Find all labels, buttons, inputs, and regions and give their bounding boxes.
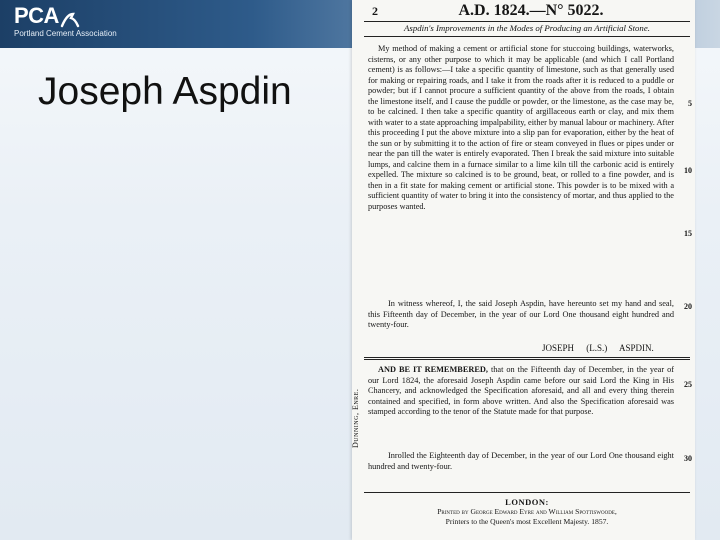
line-number: 10 — [684, 166, 692, 175]
colophon — [364, 497, 690, 527]
be-it-remembered-text: that on the Fifteenth day of December, in the year of our Lord 1824, the aforesaid Joseph Aspdin came before our said Lord the King in His Chancery, and acknowledged the Specification aforesaid, and all and every thing therein contained and specified, in form above written. And also the Specification aforesaid was stamped according to the tenor of the Statute made for that purpose. — [368, 365, 675, 416]
line-number: 25 — [684, 380, 692, 389]
line-number: 30 — [684, 454, 692, 463]
pca-logo — [14, 4, 117, 39]
colophon-rule — [364, 492, 690, 493]
patent-document — [352, 0, 695, 540]
colophon-printed-by: Printed by George Edward Eyre and William Spottiswoode, — [437, 507, 617, 516]
colophon-city: LONDON: — [505, 497, 549, 507]
line-number: 15 — [684, 229, 692, 238]
title-rule — [364, 21, 690, 22]
section-divider — [364, 357, 690, 360]
swoosh-icon — [61, 10, 79, 28]
be-it-remembered-lead: AND BE IT REMEMBERED, — [378, 365, 488, 374]
be-it-remembered-paragraph — [368, 365, 674, 418]
line-number: 20 — [684, 302, 692, 311]
document-header — [372, 4, 690, 20]
document-title: A.D. 1824.—N° 5022. — [458, 2, 604, 19]
signature-last-name: ASPDIN. — [619, 343, 654, 353]
signature — [542, 343, 664, 353]
document-subtitle: Aspdin's Improvements in the Modes of Producing an Artificial Stone. — [404, 23, 650, 33]
line-number: 5 — [688, 99, 692, 108]
inrolled-paragraph: Inrolled the Eighteenth day of December, in the year of our Lord One thousand eight hundred and twenty-four. — [368, 451, 674, 471]
colophon-printers-to: Printers to the Queen's most Excellent Majesty. 1857. — [445, 517, 609, 526]
signature-seal: (L.S.) — [586, 343, 608, 353]
subtitle-rule — [364, 36, 690, 37]
page-number: 2 — [372, 4, 378, 18]
logo-text: PCA — [14, 3, 59, 28]
logo-subtitle: Portland Cement Association — [14, 29, 117, 38]
witness-paragraph: In witness whereof, I, the said Joseph Aspdin, have hereunto set my hand and seal, this Fifteenth day of December, in the year of our Lord One thousand eight hundred and twenty-four. — [368, 299, 674, 329]
side-printer-label: Dunning, Enre. — [351, 388, 360, 448]
signature-first-name: JOSEPH — [542, 343, 575, 353]
slide-title: Joseph Aspdin — [38, 70, 292, 113]
specification-body: My method of making a cement or artificial stone for stuccoing buildings, waterworks, cisterns, or any other purpose to which it may be applicable (and which I call Portland cement) is as follows:—I take a specific quantity of limestone, such as that generally used for making or repairing roads, and I take it from the roads after it is reduced to a puddle or powder; but if I cannot procure a sufficient quantity of the above from the roads, I obtain the limestone itself, and I cause the puddle or powder, or the limestone, as the case may be, to be calcined. I then take a specific quantity of argillaceous earth or clay, and mix them with water to a state approaching impalpability, either by manual labour or machinery. After this proceeding I put the above mixture into a slip pan for evaporation, either by the heat of the sun or by submitting it to the action of fire or steam conveyed in flues or pipes under or near the pan till the water is entirely evaporated. Then I break the said mixture into suitable lumps, and calcine them in a furnace similar to a lime kiln till the carbonic acid is entirely expelled. The mixture so calcined is to be ground, beat, or rolled to a fine powder, and is then in a fit state for making cement or artificial stone. This powder is to be mixed with a sufficient quantity of water to bring it into the consistency of mortar, and thus applied to the purposes wanted. — [368, 44, 674, 211]
